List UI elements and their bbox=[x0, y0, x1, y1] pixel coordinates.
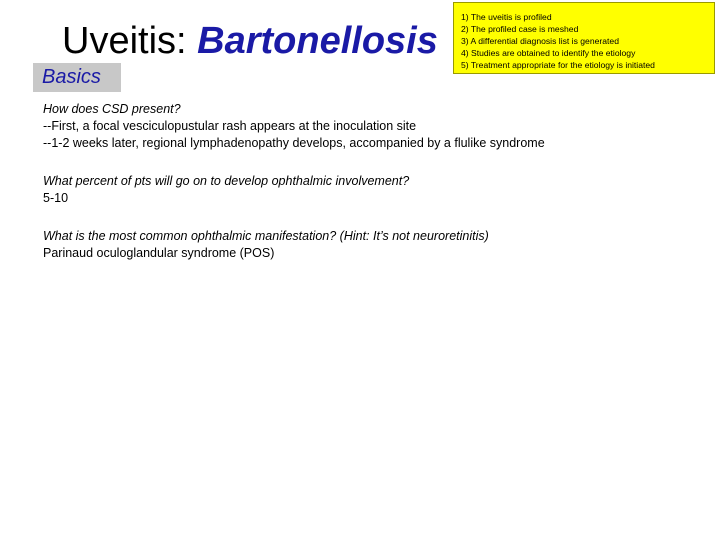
qa-answer: 5-10 bbox=[43, 191, 69, 205]
step-item: 5) Treatment appropriate for the etiology is initiated bbox=[461, 60, 655, 71]
step-item: 4) Studies are obtained to identify the etiology bbox=[461, 48, 636, 59]
steps-callout-box bbox=[453, 2, 715, 74]
qa-question: What is the most common ophthalmic manifestation? (Hint: It’s not neuroretinitis) bbox=[43, 229, 489, 243]
step-item: 1) The uveitis is profiled bbox=[461, 12, 552, 22]
section-tag: Basics bbox=[33, 63, 121, 92]
slide-title bbox=[62, 18, 438, 64]
qa-question: What percent of pts will go on to develop ophthalmic involvement? bbox=[43, 174, 410, 188]
qa-block bbox=[43, 173, 703, 207]
slide-title-prefix: Uveitis: bbox=[62, 20, 198, 62]
qa-block bbox=[43, 101, 703, 152]
qa-answer: --1-2 weeks later, regional lymphadenopathy develops, accompanied by a flulike syndrome bbox=[43, 136, 545, 150]
step-item: 2) The profiled case is meshed bbox=[461, 24, 579, 35]
qa-block bbox=[43, 228, 703, 262]
qa-answer: Parinaud oculoglandular syndrome (POS) bbox=[43, 246, 275, 260]
qa-content bbox=[43, 101, 703, 283]
step-item: 3) A differential diagnosis list is generated bbox=[461, 36, 619, 47]
qa-question: How does CSD present? bbox=[43, 102, 181, 116]
slide-title-emphasis: Bartonellosis bbox=[197, 20, 438, 62]
qa-answer: --First, a focal vesciculopustular rash appears at the inoculation site bbox=[43, 119, 417, 133]
